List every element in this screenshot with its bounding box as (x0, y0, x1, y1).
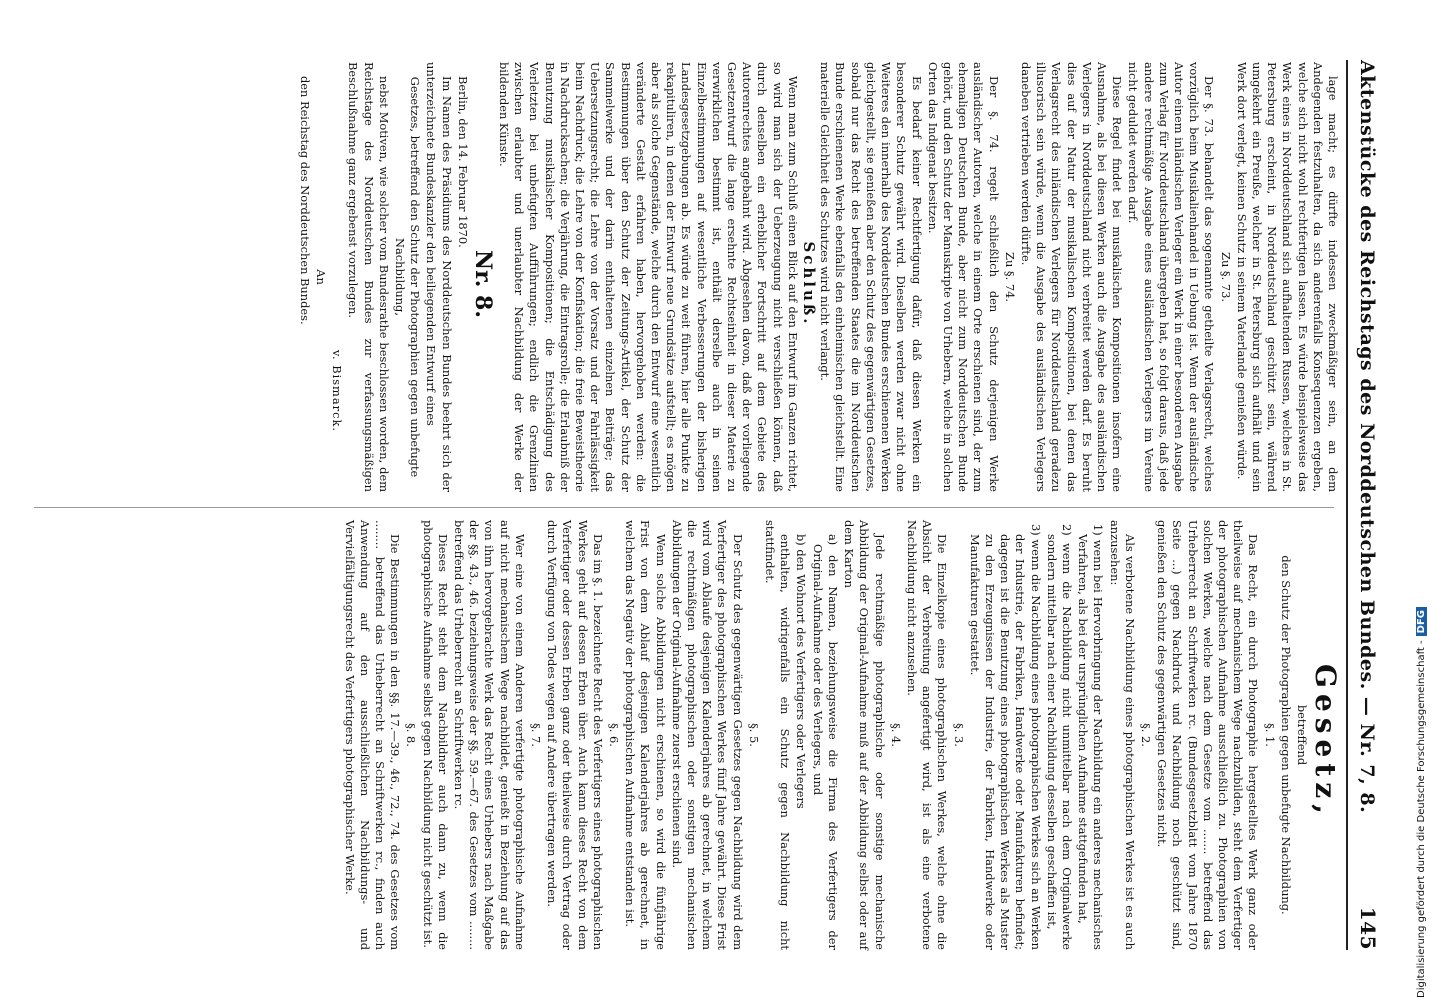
paragraph: den Reichstag des Norddeutschen Bundes. (297, 76, 312, 325)
paragraph: a) den Namen, beziehungsweise die Firma des Verfertigers der Original-Aufnahme oder des Verlegers, und (810, 534, 840, 950)
signature-line: v. Bismarck. (330, 349, 345, 432)
credit-text: Digitalisierung gefördert durch die Deutsche Forschungsgemeinschaft - (1416, 640, 1427, 998)
paragraph: enthalten, widrigenfalls ein Schutz gegen Nachbildung nicht stattfindet. (763, 520, 793, 950)
left-column (296, 62, 1340, 492)
paragraph: Berlin, den 14. Februar 1870. (455, 76, 470, 248)
centered-line: Zu §. 74. (1002, 252, 1017, 302)
header-title: Aktenstücke des Reichstags des Norddeutschen Bundes. — Nr. 7, 8. (1356, 60, 1378, 814)
centered-line: §. 1. (1262, 723, 1277, 747)
paragraph: Es bedarf keiner Rechtfertigung dafür, daß diesen Werken ein besonderer Schutz gewährt wird. Dieselben werden zwar nicht ohne Weiteres den innerhalb des Norddeutschen Bundes erschienenen Werken gleichgestellt, sie genießen aber den Schutz des gegenwärtigen Gesetzes, sobald nur das Recht des betreffenden Staates die im Norddeutschen Bunde erschienenen Werke ebenfalls den einheimischen gleichstellt. Eine materielle Gleichheit des Schutzes wird nicht verlangt. (818, 62, 924, 492)
centered-line: §. 8. (404, 723, 419, 747)
centered-line: §. 5. (746, 723, 761, 747)
header-rule (1346, 60, 1348, 950)
centered-line: An (314, 269, 328, 285)
paragraph: Wenn man zum Schluß einen Blick auf den Entwurf im Ganzen richtet, so wird man sich der Ueberzeugung nicht verschließen können, daß durch denselben ein erheblicher Fortschritt auf dem Gebiete des Autorenrechtes angebahnt wird. Abgesehen davon, daß der vorliegende Gesetzentwurf die lange ersehnte Rechtseinheit in dieser Materie zu verwirklichen bestimmt ist, enthält derselbe auch in seinen Einzelbestimmungen auf wesentliche Verbesserungen der bisherigen Landesgesetzgebungen ab. Es würde zu weit führen, hier alle Punkte zu rekapituliren, in denen der Entwurf neue Grundsätze aufstellt; es mögen aber als solche Gegenstände, welche durch den Entwurf eine wesentlich veränderte Gestalt erfahren haben, hervorgehoben werden: die Bestimmungen über den Schutz der Zeitungs-Artikel, der Schutz der Sammelwerke und der darin enthaltenen einzelnen Beiträge; das Uebersetzungsrecht; die Lehre von der Vorsatz und der Fahrlässigkeit beim Nachdruck; die Lehre von der Konfiskation; die freie Beweistheorie in Nachdrucksachen; die Verjährung, die Eintragsrolle; die Erlaubniß der Benutzung musikalischer Kompositionen; die Entschädigung des Verletzten bei unbefugten Aufführungen; endlich die Grenzlinien zwischen erlaubter und unerlaubter Nachbildung der Werke der bildenden Künste. (497, 62, 800, 492)
column-divider (34, 507, 1334, 508)
dfg-logo: DFG (1416, 607, 1427, 636)
paragraph: nebst Motiven, wie solcher vom Bundesrathe beschlossen worden, dem Reichstage des Norddeutschen Bundes zur verfassungsmäßigen Beschlußnahme ganz ergebenst vorzulegen. (346, 62, 391, 492)
paragraph: 1) wenn bei Hervorbringung der Nachbildung ein anderes mechanisches Verfahren, als bei der ursprünglichen Aufnahme stattgefunden hat, (1076, 524, 1106, 950)
running-header (1352, 60, 1380, 950)
section-heading: Nr. 8. (469, 250, 496, 318)
page-number: 145 (1356, 906, 1380, 950)
paragraph: Wer eine von einem Anderen verfertigte photographische Aufnahme auf nicht mechanischem Wege nachbildet, genießt in Beziehung auf das von ihm hervorgebrachte Werk das Recht eines Urhebers nach Maßgabe der §§. 43., 46. beziehungsweise der §§. 59.—67. des Gesetzes vom ........ betreffend das Urheberrecht an Schriftwerken rc. (452, 520, 527, 950)
paragraph: Diese Regel findet bei musikalischen Kompositionen insofern eine Ausnahme, als bei diesen Werken auch die Ausgabe des ausländischen Verlegers in Norddeutschland nicht verbreitet werden darf. Es beruht dies auf der Natur der musikalischen Kompositionen, bei denen das Verlagsrecht des inländischen Verlegers für Norddeutschland geradezu illusorisch sein würde, wenn die Ausgabe des ausländischen Verlegers daneben vertrieben werden dürfte. (1018, 62, 1125, 492)
paragraph: Die Bestimmungen in den §§. 17.—39., 46., 72., 74. des Gesetzes vom ........ betreffend das Urheberrecht an Schriftwerken rc., finden auch Anwendung auf den ausschließlichen Nachbildungs- und Vervielfältigungsrecht des Verfertigers photographischer Werke. (342, 520, 403, 950)
paragraph: Der §. 73. behandelt das sogenannte getheilte Verlagsrecht, welches vorzüglich beim Musikalienhandel in Uebung ist. Wenn der ausländische Autor einem inländischen Verleger ein Werk in einer besonderen Ausgabe zum Verlag für Norddeutschland übergeben hat, so folgt daraus, daß jede andere rechtmäßige Ausgabe eines ausländischen Verlegers im Vereine nicht geduldet werden darf. (1126, 62, 1217, 492)
right-column (340, 520, 1340, 950)
section-heading: Schluß. (800, 241, 819, 327)
paragraph: Das im §. 1. bezeichnete Recht des Verfertigers eines photographischen Werkes geht auf dessen Erben über. Auch kann dieses Recht von dem Verfertiger oder dessen Erben ganz oder theilweise durch Vertrag oder durch Verfügung von Todes wegen auf Andere übertragen werden. (545, 520, 605, 950)
paragraph: Im Namen des Präsidiums des Norddeutschen Bundes beehrt sich der unterzeichnete Bundeskanzler den beiliegenden Entwurf eines (424, 62, 454, 492)
centered-line: den Schutz der Photographien gegen unbefugte Nachbildung. (1278, 555, 1293, 915)
centered-line: §. 3. (951, 723, 966, 747)
digitization-credit (1416, 607, 1427, 998)
paragraph: Wenn solche Abbildungen nicht erschienen, so wird die fünfjährige Frist von dem Ablauf desjenigen Kalenderjahres ab gerechnet, in welchem das Negativ der photographischen Aufnahme entstanden ist. (623, 520, 668, 950)
centered-line: §. 2. (1138, 723, 1153, 747)
paragraph: Als verbotene Nachbildung eines photographischen Werkes ist es auch anzusehen: (1107, 520, 1137, 950)
section-heading: Gesetz, (1309, 664, 1342, 820)
paragraph: Die Einzelkopie eines photographischen Werkes, welche ohne die Absicht der Verbreitung angefertigt wird, ist als eine verbotene Nachbildung nicht anzusehen. (904, 520, 950, 950)
paragraph: Der Schutz des gegenwärtigen Gesetzes gegen Nachbildung wird dem Verfertiger des photographischen Werkes fünf Jahre gewährt. Diese Frist wird vom Ablaufe desjenigen Kalenderjahres ab gerechnet, in welchem die rechtmäßigen photographischen oder sonstigen mechanischen Abbildungen der Original-Aufnahme zuerst erschienen sind. (669, 520, 745, 950)
paragraph: Dieses Recht steht dem Nachbildner auch dann zu, wenn die photographische Aufnahme selbst gegen Nachbildung nicht geschützt ist. (420, 520, 450, 950)
paragraph: 2) wenn die Nachbildung nicht unmittelbar nach dem Originalwerke sondern mittelbar nach einer Nachbildung desselben geschaffen ist, (1044, 524, 1074, 950)
centered-line: Zu §. 73. (1218, 252, 1233, 302)
paragraph: 3) wenn die Nachbildung eines photographischen Werkes sich an Werken der Industrie, der Fabriken, Handwerke oder Manufakturen befindet; dagegen ist die Benutzung eines photographischen Werkes als Muster zu den Erzeugnissen der Industrie, der Fabriken, Handwerke oder Manufakturen gestattet. (967, 524, 1043, 950)
paragraph: Das Recht, ein durch Photographie hergestelltes Werk ganz oder theilweise auf mechanischem Wege nachzubilden, steht dem Verfertiger der photographischen Aufnahme ausschließlich zu. Photographien von solchen Werken, welche nach dem Gesetze vom ....... betreffend das Urheberrecht an Schriftwerken rc. (Bundesgesetzblatt vom Jahre 1870 Seite ...) gegen Nachdruck und Nachbildung noch geschützt sind, genießen den Schutz des gegenwärtigen Gesetzes nicht. (1155, 520, 1261, 950)
centered-line: §. 4. (888, 723, 903, 747)
centered-line: §. 7. (529, 723, 544, 747)
paragraph: Jede rechtmäßige photographische oder sonstige mechanische Abbildung der Original-Aufnahme muß auf der Abbildung selbst oder auf dem Karton (842, 520, 887, 950)
paragraph: Der §. 74. regelt schließlich den Schutz derjenigen Werke ausländischer Autoren, welche in einem Orte erschienen sind, der zum ehemaligen Deutschen Bunde, aber nicht zum Norddeutschen Bunde gehört, und den Schutz der Manuskripte von Urhebern, welche in solchen Orten das Indigenat besitzen. (925, 62, 1001, 492)
centered-line: §. 6. (607, 723, 622, 747)
centered-line: betreffend (1295, 704, 1309, 766)
paragraph: lage macht; es dürfte indessen zweckmäßiger sein, an dem Andegenden festzuhalten, da sich anderenfalls Konsequenzen ergeben, welche sich nicht wohl rechtfertigen lassen. Es würde beispielsweise das Werk eines in Norddeutschland sich aufhaltenden Russen, welches in St. Petersburg erscheint, in Norddeutschland geschützt sein, während umgekehrt ein Preuße, welcher in St. Petersburg sich aufhält und sein Werk dort verlegt, keinen Schutz in seinem Vaterlande genießen würde. (1234, 62, 1340, 492)
centered-line: Gesetzes, betreffend den Schutz der Photographien gegen unbefugte Nachbildung, (393, 76, 423, 478)
paragraph: b) den Wohnort des Verfertigers oder Verlegers (794, 534, 809, 809)
